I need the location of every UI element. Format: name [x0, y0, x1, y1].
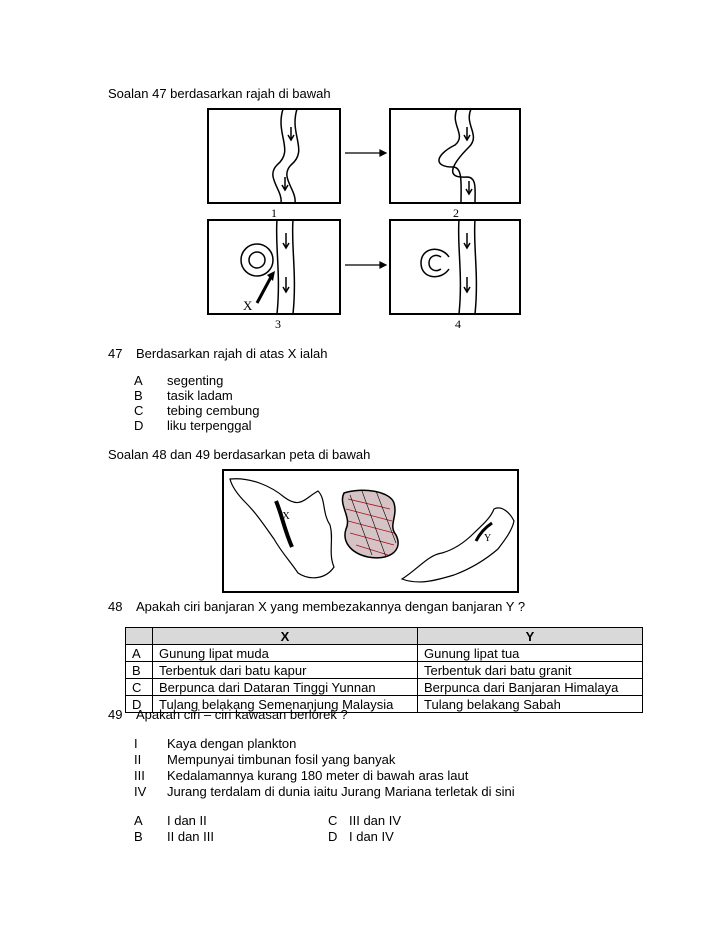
q49-option-text: II dan III: [167, 829, 214, 844]
q48-number: 48: [108, 599, 123, 614]
table-cell-y: Gunung lipat tua: [418, 645, 643, 662]
map-marker-x: X: [282, 510, 290, 522]
q47-option-text: tasik ladam: [167, 388, 233, 403]
table-row: [126, 679, 643, 696]
section-intro-47: Soalan 47 berdasarkan rajah di bawah: [108, 86, 331, 101]
q49-option-key: C: [328, 813, 338, 828]
panel-4-river: [421, 220, 476, 314]
q49-statement-text: Kaya dengan plankton: [167, 736, 297, 751]
q47-option-key: C: [134, 403, 144, 418]
q49-text: Apakah ciri – ciri kawasan berlorek ?: [136, 707, 348, 722]
q48-text: Apakah ciri banjaran X yang membezakannya dengan banjaran Y ?: [136, 599, 526, 614]
q49-statement-key: IV: [134, 784, 147, 799]
table-header-y: Y: [418, 628, 643, 645]
comparison-table: [125, 627, 643, 713]
table-row: [126, 662, 643, 679]
q49-statement-text: Jurang terdalam di dunia iaitu Jurang Mariana terletak di sini: [167, 784, 515, 799]
q49-option-key: B: [134, 829, 143, 844]
q49-statement-key: II: [134, 752, 142, 767]
q49-option-key: A: [134, 813, 143, 828]
table-header-blank: [126, 628, 153, 645]
table-cell-key: B: [126, 662, 153, 679]
table-cell-x: Tulang belakang Semenanjung Malaysia: [153, 696, 418, 713]
q49-statement-key: I: [134, 736, 138, 751]
q49-statement-key: III: [134, 768, 145, 783]
malaysia-map: [222, 469, 519, 593]
q47-number: 47: [108, 346, 123, 361]
q47-option-key: B: [134, 388, 143, 403]
panel-2-river: [439, 109, 475, 203]
shaded-area: [342, 490, 398, 558]
q49-statement-text: Kedalamannya kurang 180 meter di bawah aras laut: [167, 768, 469, 783]
q49-option-key: D: [328, 829, 338, 844]
table-cell-y: Terbentuk dari batu granit: [418, 662, 643, 679]
q47-option-text: tebing cembung: [167, 403, 260, 418]
table-header-x: X: [153, 628, 418, 645]
map-marker-y: Y: [484, 533, 492, 544]
table-cell-x: Terbentuk dari batu kapur: [153, 662, 418, 679]
q49-statement-text: Mempunyai timbunan fosil yang banyak: [167, 752, 396, 767]
panel-4-frame: [390, 220, 520, 314]
panel-3-frame: [208, 220, 340, 314]
q47-option-key: A: [134, 373, 143, 388]
q49-option-text: I dan II: [167, 813, 207, 828]
q47-option-key: D: [134, 418, 144, 433]
q49-number: 49: [108, 707, 123, 722]
meander-diagram: [205, 105, 523, 330]
q47-option-text: segenting: [167, 373, 224, 388]
table-row: [126, 645, 643, 662]
q49-option-text: I dan IV: [349, 829, 394, 844]
panel-label-4: 4: [455, 317, 461, 330]
panel-label-3: 3: [275, 317, 281, 330]
q49-option-text: III dan IV: [349, 813, 402, 828]
panel-1-frame: [208, 109, 340, 203]
table-cell-y: Berpunca dari Banjaran Himalaya: [418, 679, 643, 696]
pointer-arrow: [257, 277, 271, 303]
q47-text: Berdasarkan rajah di atas X ialah: [136, 346, 328, 361]
panel-2-frame: [390, 109, 520, 203]
table-cell-x: Gunung lipat muda: [153, 645, 418, 662]
table-cell-key: D: [126, 696, 153, 713]
panel-label-2: 2: [453, 206, 459, 220]
table-cell-key: A: [126, 645, 153, 662]
panel-label-1: 1: [271, 206, 277, 220]
q47-option-text: liku terpenggal: [167, 418, 252, 433]
marker-x: X: [243, 298, 253, 313]
table-cell-y: Tulang belakang Sabah: [418, 696, 643, 713]
table-cell-key: C: [126, 679, 153, 696]
section-intro-48-49: Soalan 48 dan 49 berdasarkan peta di bawah: [108, 447, 371, 462]
table-cell-x: Berpunca dari Dataran Tinggi Yunnan: [153, 679, 418, 696]
panel-1-river: [273, 109, 299, 203]
